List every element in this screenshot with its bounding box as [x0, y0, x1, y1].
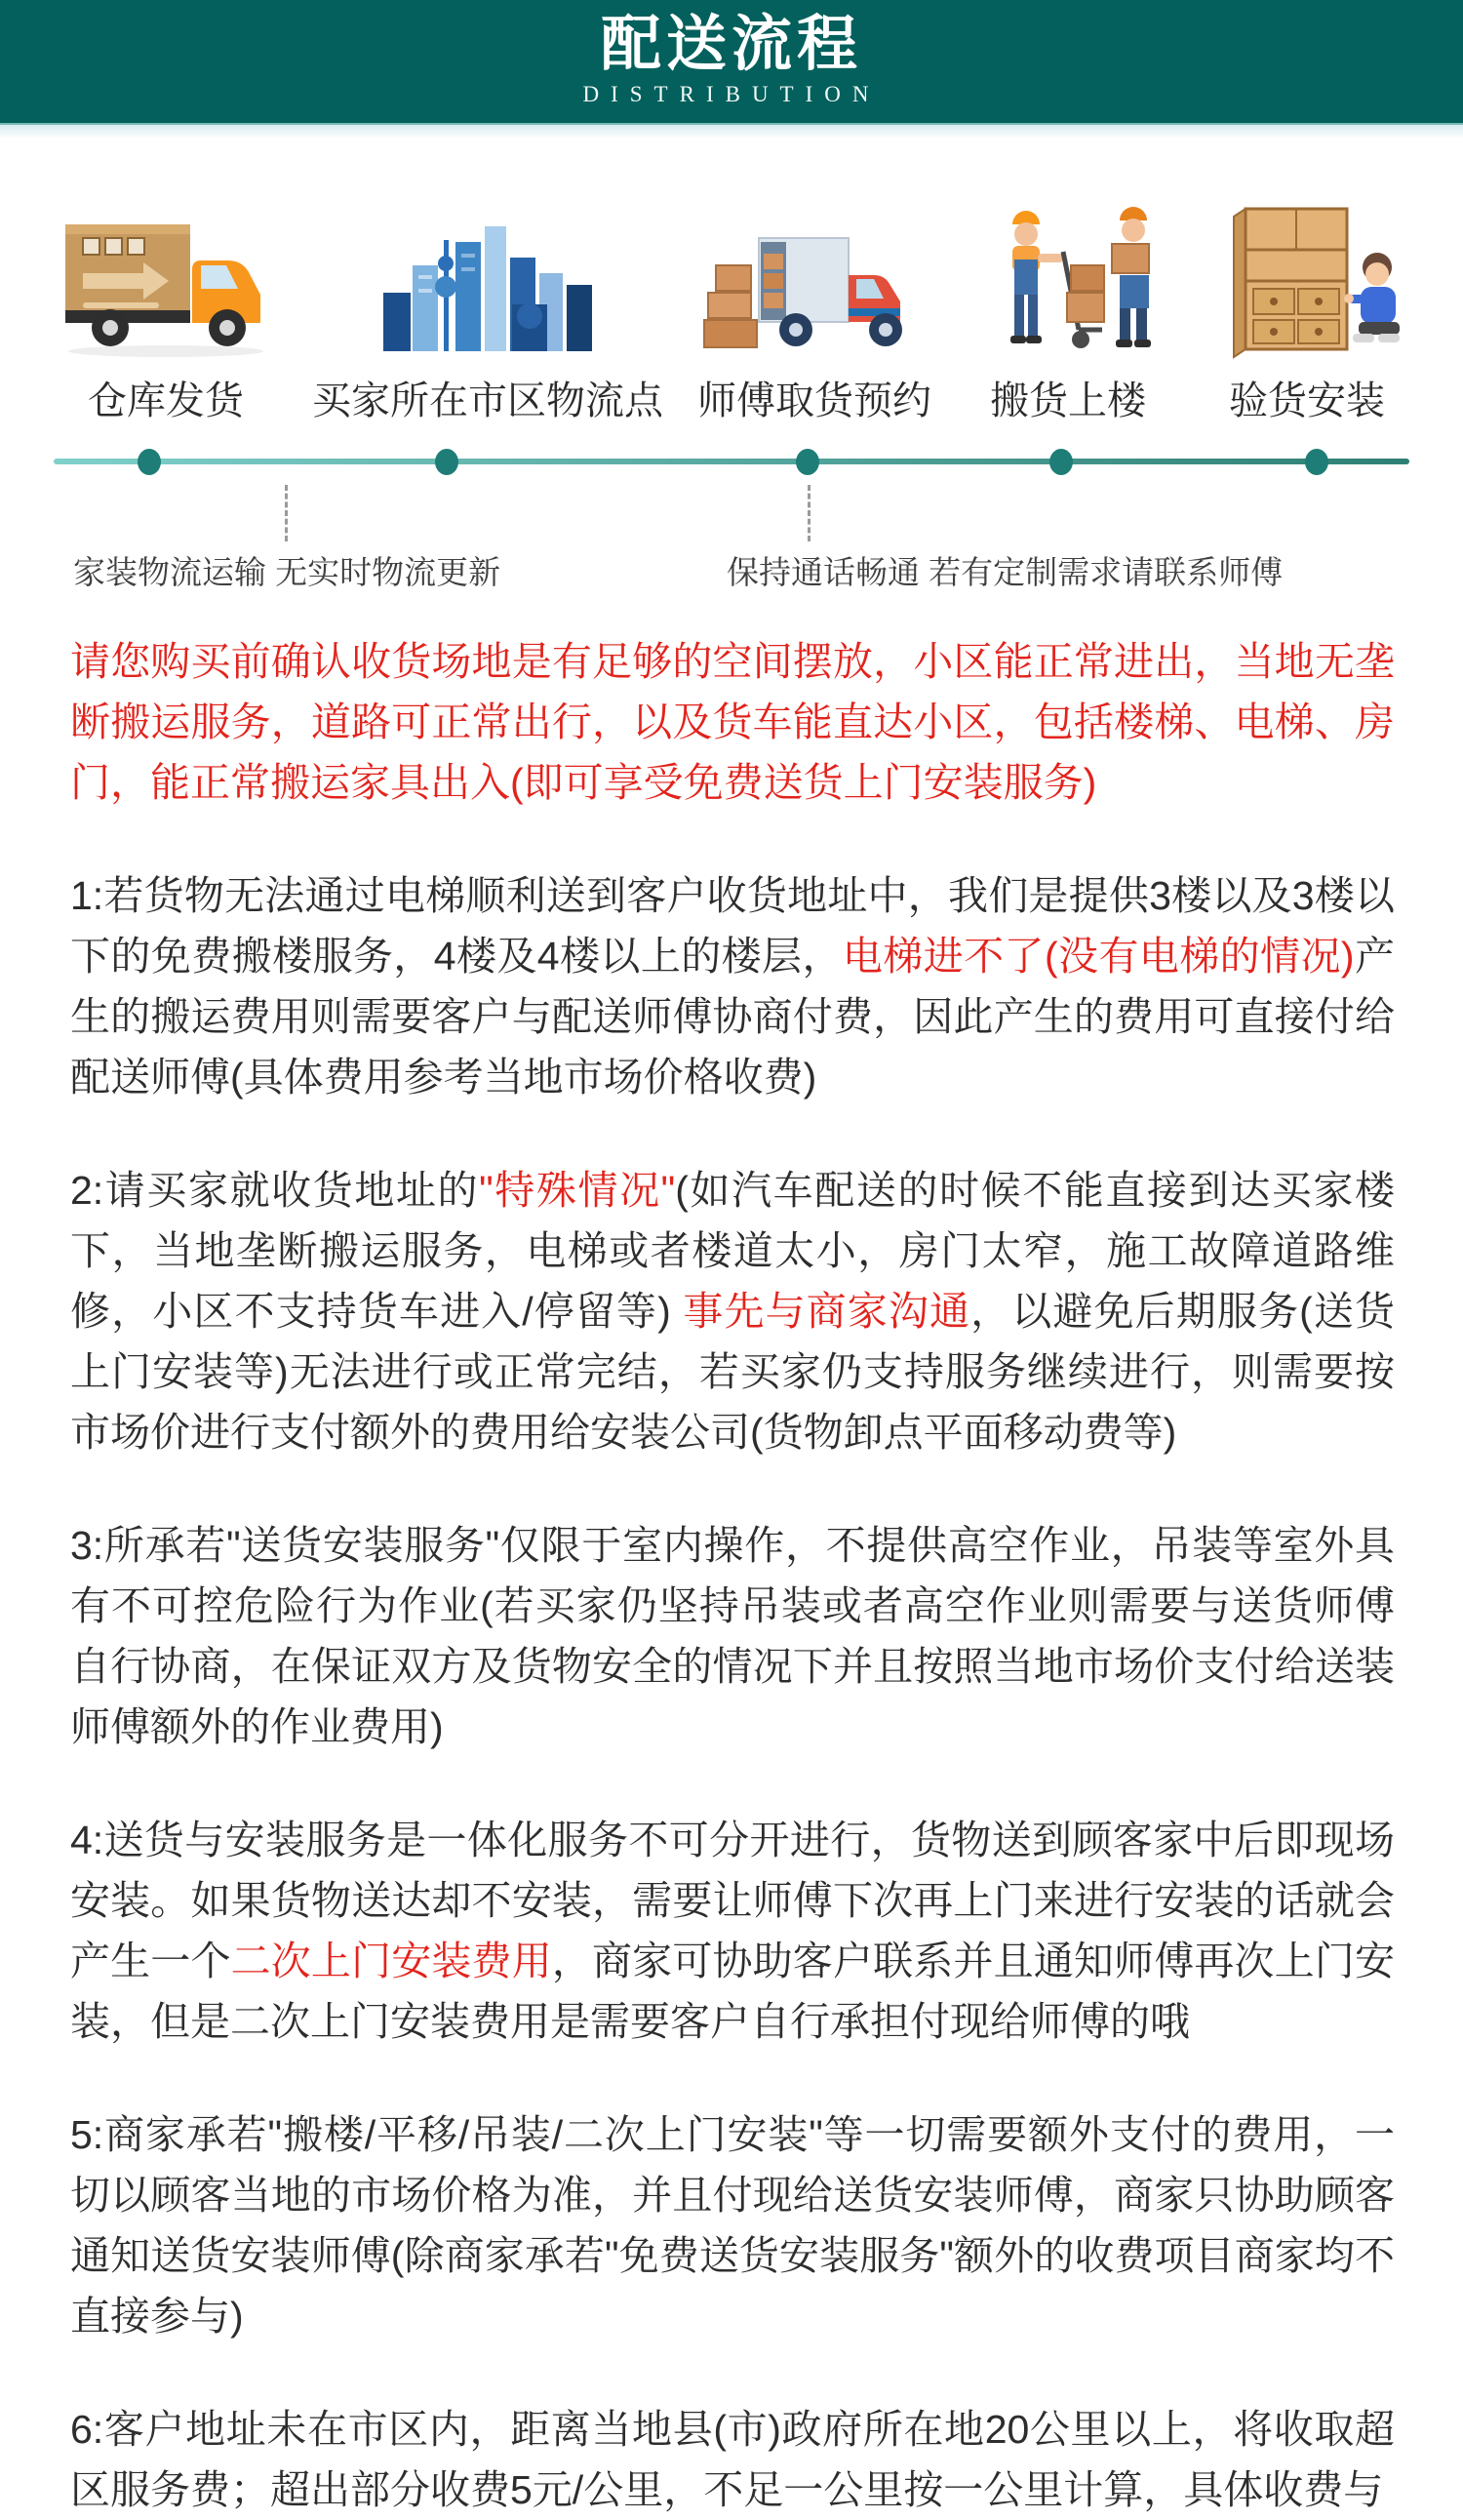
text-segment: 产生的搬运费用则需要客户与配送师傅协商付费，因此产生的费用可直接付给配送师傅(具体费用参考当地市场价格收费)	[70, 934, 1396, 1100]
section-subtitle: DISTRIBUTION	[582, 82, 881, 107]
text-segment: 事先与商家沟通	[683, 1289, 971, 1334]
step-label: 买家所在市区物流点	[312, 380, 663, 422]
text-segment: 电梯进不了(没有电梯的情况)	[842, 934, 1355, 979]
service-paragraph-5	[70, 2104, 1395, 2346]
section-title: 配送流程	[600, 11, 862, 78]
text-segment: ，商家可协助客户联系并且通知师傅再次上门安装，但是二次上门安装费用是需要客户自行承担付现给师傅的哦	[70, 1939, 1395, 2044]
text-segment: 5:商家承若"搬楼/平移/吊装/二次上门安装"等一切需要额外支付的费用，一切以顾客当地的市场价格为准，并且付现给送货安装师傅，商家只协助顾客通知送货安装师傅(除商家承若"免费送货安装服务"额外的收费项目商家均不直接参与)	[70, 2112, 1395, 2339]
text-segment: 1:若货物无法通过电梯顺利送到客户收货地址中，我们是提供3楼以及3楼以下的免费搬楼服务，4楼及4楼以上的楼层，	[70, 873, 1395, 979]
movers-icon	[966, 164, 1170, 364]
timeline-dot	[796, 449, 819, 475]
step-label: 师傅取货预约	[697, 380, 931, 422]
text-segment: 二次上门安装费用	[230, 1939, 552, 1983]
timeline-line	[54, 459, 1409, 464]
service-paragraph-4	[70, 1810, 1395, 2052]
step-label: 搬货上楼	[990, 380, 1146, 422]
timeline-dot	[435, 449, 458, 475]
timeline-note: 家装物流运输 无实时物流更新	[73, 554, 501, 590]
purchase-warning: 请您购买前确认收货场地是有足够的空间摆放，小区能正常进出，当地无垄断搬运服务，道路可正常出行，以及货车能直达小区，包括楼梯、电梯、房门，能正常搬运家具出入(即可享受免费送货上门安装服务)	[70, 639, 1395, 805]
delivery-steps	[0, 139, 1463, 424]
step-label: 仓库发货	[88, 380, 244, 422]
text-segment: ，以避免后期服务(送货上门安装等)无法进行或正常完结，若买家仍支持服务继续进行，则需要按市场价进行支付额外的费用给安装公司(货物卸点平面移动费等)	[70, 1289, 1395, 1455]
timeline-dot	[1305, 449, 1328, 475]
dashed-connector	[808, 485, 811, 541]
service-paragraph-2	[70, 1160, 1395, 1462]
dashed-connector	[285, 485, 288, 541]
timeline-connectors	[0, 477, 1463, 547]
step-carry-upstairs	[966, 164, 1170, 424]
delivery-terms	[0, 598, 1463, 2520]
text-segment: (如汽车配送的时候不能直接到达买家楼下，当地垄断搬运服务，电梯或者楼道太小，房门太窄，施工故障道路维修，小区不支持货车进入/停留等)	[70, 1168, 1395, 1334]
step-label: 验货安装	[1229, 380, 1385, 422]
text-segment: "特殊情况"	[479, 1168, 676, 1213]
cargo-truck-icon	[54, 164, 278, 364]
service-paragraph-3	[70, 1515, 1395, 1757]
city-skyline-icon	[376, 164, 600, 364]
text-segment: 2:请买家就收货地址的	[70, 1168, 480, 1213]
timeline-dot	[1049, 449, 1073, 475]
text-segment: 6:客户地址未在市区内，距离当地县(市)政府所在地20公里以上，将收取超区服务费；超出部分收费5元/公里，不足一公里按一公里计算，具体收费与	[70, 2407, 1395, 2512]
timeline-notes	[0, 547, 1463, 598]
cabinet-install-icon	[1205, 164, 1409, 364]
pickup-truck-icon	[702, 164, 927, 364]
service-paragraph-6	[70, 2399, 1395, 2520]
step-inspect-install	[1205, 164, 1409, 424]
service-notes	[70, 865, 1395, 2520]
text-segment: 4:送货与安装服务是一体化服务不可分开进行，货物送到顾客家中后即现场安装。如果货物送达却不安装，需要让师傅下次再上门来进行安装的话就会产生一个	[70, 1818, 1395, 1983]
step-warehouse-dispatch	[54, 164, 278, 424]
step-pickup-appointment	[697, 164, 931, 424]
header-divider	[0, 125, 1463, 139]
delivery-timeline	[0, 446, 1463, 477]
service-paragraph-1	[70, 865, 1395, 1107]
text-segment: 3:所承若"送货安装服务"仅限于室内操作，不提供高空作业，吊装等室外具有不可控危险行为作业(若买家仍坚持吊装或者高空作业则需要与送货师傅自行协商，在保证双方及货物安全的情况下并且按照当地市场价支付给送装师傅额外的作业费用)	[70, 1523, 1395, 1749]
timeline-dot	[138, 449, 161, 475]
step-city-logistics-point	[312, 164, 663, 424]
section-header	[0, 0, 1463, 125]
timeline-note: 保持通话畅通 若有定制需求请联系师傅	[727, 554, 1284, 590]
